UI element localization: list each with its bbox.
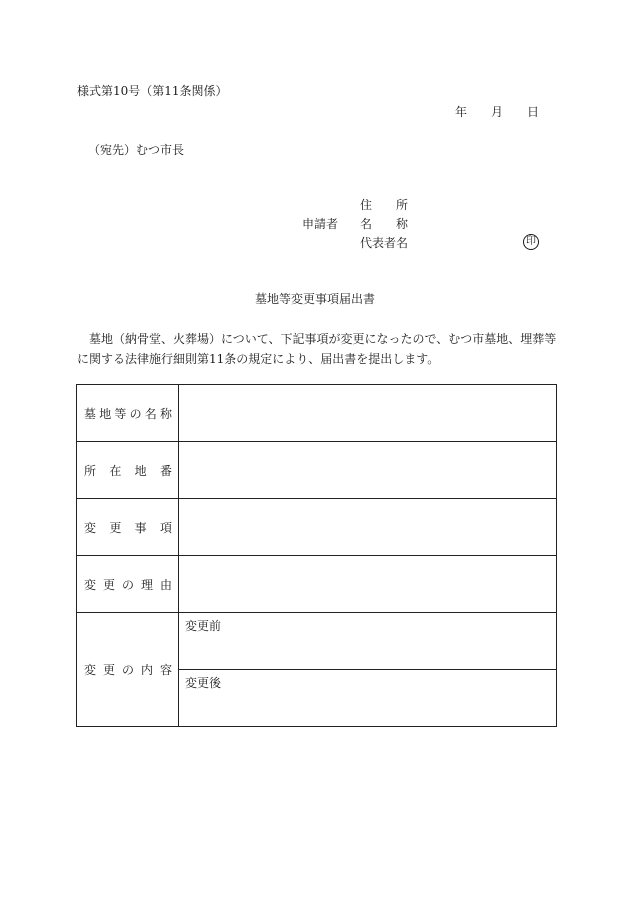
- applicant-label: 申請者: [302, 217, 339, 231]
- before-change-label: 変更前: [185, 619, 222, 633]
- date-day-label: 日: [527, 105, 540, 119]
- table-row: [77, 385, 557, 442]
- date-month-label: 月: [491, 105, 504, 119]
- label-cell-change-item: 変 更 事 項: [77, 499, 179, 556]
- change-reason-field[interactable]: [179, 556, 557, 613]
- address-label: 住 所: [360, 198, 408, 212]
- after-change-field[interactable]: [179, 670, 557, 727]
- table-row: [77, 499, 557, 556]
- change-item-field[interactable]: [179, 499, 557, 556]
- body-paragraph: 墓地（納骨堂、火葬場）について、下記事項が変更になったので、むつ市墓地、埋葬等に関する法律施行細則第11条の規定により、届出書を提出します。: [77, 332, 557, 366]
- date-year-label: 年: [455, 105, 468, 119]
- name-label: 名 称: [360, 217, 408, 231]
- label-cell-location: 所 在 地 番: [77, 442, 179, 499]
- facility-name-field[interactable]: [179, 385, 557, 442]
- table-row: [77, 442, 557, 499]
- table-row: [77, 613, 557, 670]
- notification-table: [76, 384, 557, 727]
- before-change-field[interactable]: [179, 613, 557, 670]
- seal-mark: 印: [523, 234, 539, 250]
- after-change-label: 変更後: [185, 676, 222, 690]
- form-number: 様式第10号（第11条関係）: [77, 84, 228, 98]
- representative-label: 代表者名: [360, 236, 409, 250]
- label-cell-facility-name: 墓 地 等 の 名 称: [77, 385, 179, 442]
- document-title: 墓地等変更事項届出書: [254, 292, 375, 306]
- addressee: （宛先）むつ市長: [88, 143, 185, 157]
- location-field[interactable]: [179, 442, 557, 499]
- label-cell-change-content: 変 更 の 内 容: [77, 613, 179, 727]
- label-cell-change-reason: 変 更 の 理 由: [77, 556, 179, 613]
- table-row: [77, 556, 557, 613]
